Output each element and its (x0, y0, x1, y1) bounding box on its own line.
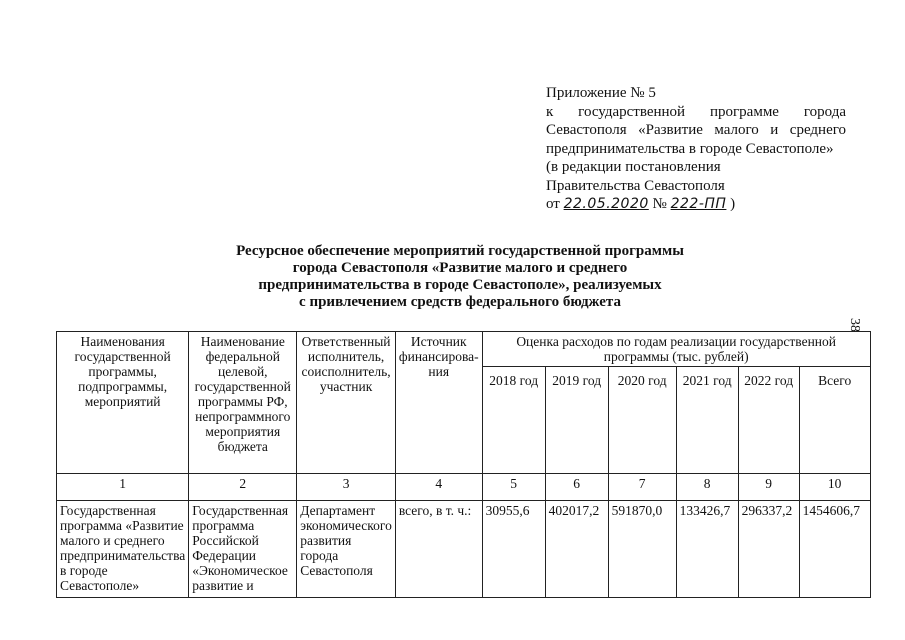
appendix-line: Севастополя «Развитие малого и среднего (546, 122, 846, 138)
number-label: № (652, 196, 667, 212)
cell-program: Государственная программа «Развитие малого и среднего предпринимательства в городе Севастополе» (57, 501, 189, 598)
resource-table (56, 331, 871, 598)
column-number: 8 (676, 474, 738, 501)
header-year: 2022 год (738, 367, 799, 474)
appendix-block (546, 84, 846, 214)
cell-value-2019: 402017,2 (545, 501, 608, 598)
appendix-title: Приложение № 5 (546, 85, 656, 101)
header-row (57, 332, 871, 367)
column-number: 4 (395, 474, 482, 501)
header-federal: Наименование федеральной целевой, государственной программы РФ, непрограммного мероприятия бюджета (189, 332, 297, 474)
header-program: Наименования государственной программы, подпрограммы, мероприятий (57, 332, 189, 474)
title-line: с привлечением средств федерального бюджета (299, 294, 621, 310)
cell-federal: Государственная программа Российской Федерации «Экономическое развитие и (189, 501, 297, 598)
column-number: 9 (738, 474, 799, 501)
header-year: 2020 год (608, 367, 676, 474)
column-number: 3 (297, 474, 396, 501)
column-number: 6 (545, 474, 608, 501)
column-number: 1 (57, 474, 189, 501)
table-row (57, 501, 871, 598)
header-year: 2019 год (545, 367, 608, 474)
handwritten-date: 22.05.2020 (563, 196, 649, 212)
header-total: Всего (799, 367, 870, 474)
column-number: 5 (482, 474, 545, 501)
appendix-line: предпринимательства в городе Севастополе» (546, 140, 834, 157)
cell-executor: Департамент экономического развития города Севастополя (297, 501, 396, 598)
cell-value-2021: 133426,7 (676, 501, 738, 598)
from-label: от (546, 196, 560, 212)
cell-value-total: 1454606,7 (799, 501, 870, 598)
appendix-line: к государственной программе города (546, 103, 846, 120)
cell-value-2022: 296337,2 (738, 501, 799, 598)
title-line: города Севастополя «Развитие малого и среднего (292, 260, 628, 276)
cell-source: всего, в т. ч.: (395, 501, 482, 598)
title-line: предпринимательства в городе Севастополе», реализуемых (258, 277, 662, 293)
handwritten-number: 222-ПП (670, 196, 727, 212)
column-number: 2 (189, 474, 297, 501)
header-executor: Ответственный исполнитель, соисполнитель, участник (297, 332, 396, 474)
cell-value-2020: 591870,0 (608, 501, 676, 598)
header-year: 2018 год (482, 367, 545, 474)
appendix-line: (в редакции постановления (546, 159, 721, 175)
title-line: Ресурсное обеспечение мероприятий государственной программы (236, 243, 684, 259)
column-number-row (57, 474, 871, 501)
column-number: 7 (608, 474, 676, 501)
page-number: 38 (847, 318, 862, 332)
header-year: 2021 год (676, 367, 738, 474)
document-title (180, 243, 740, 311)
appendix-date-line (546, 195, 846, 214)
column-number: 10 (799, 474, 870, 501)
cell-value-2018: 30955,6 (482, 501, 545, 598)
appendix-line: Правительства Севастополя (546, 177, 725, 194)
closing-paren: ) (730, 196, 736, 212)
header-expenses: Оценка расходов по годам реализации государственной программы (тыс. рублей) (482, 332, 870, 367)
header-source: Источник финансирова-ния (395, 332, 482, 474)
